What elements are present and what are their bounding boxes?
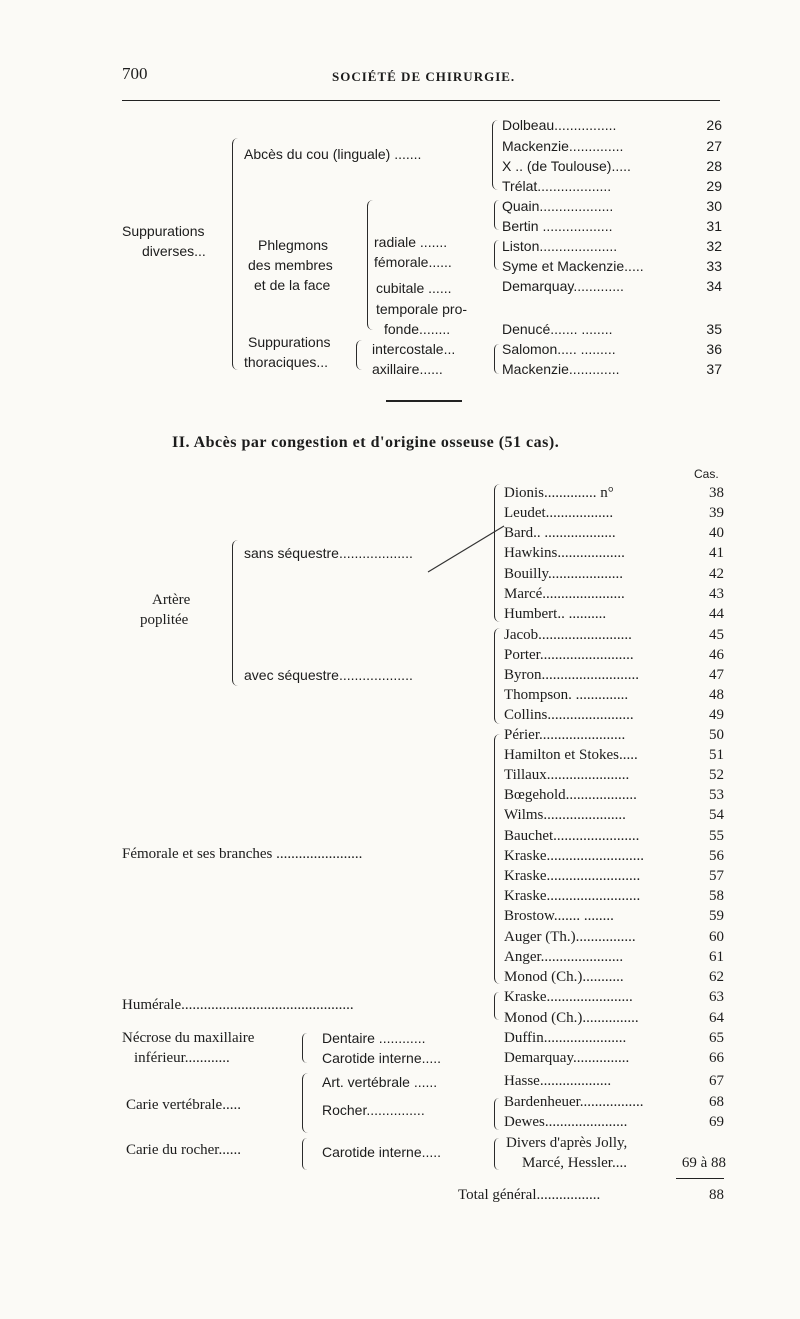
list-item-name: Trélat................... <box>502 178 612 194</box>
list-item-number: 65 <box>709 1030 724 1046</box>
vessel-label: intercostale... <box>372 341 456 357</box>
list-item-number: 63 <box>709 989 724 1005</box>
list-item-name: Kraske....................... <box>504 989 633 1005</box>
list-item-number: 33 <box>706 258 722 274</box>
list-item-number: 50 <box>709 727 724 743</box>
list-item-name: X .. (de Toulouse)..... <box>502 158 631 174</box>
list-item-number: 58 <box>709 888 724 904</box>
list-item-name: Divers d'après Jolly, <box>506 1135 628 1151</box>
running-title: SOCIÉTÉ DE CHIRURGIE. <box>332 69 516 84</box>
list-item-name: Dolbeau................ <box>502 117 617 133</box>
list-item-number: 37 <box>706 361 722 377</box>
list-item-number: 46 <box>709 647 724 663</box>
section-title: II. Abcès par congestion et d'origine osseuse (51 cas). <box>172 434 560 451</box>
brace <box>232 540 239 686</box>
subgroup-label: Suppurations <box>248 334 331 350</box>
list-item-number: 69 <box>709 1114 724 1130</box>
list-item-name: Kraske......................... <box>504 888 641 904</box>
list-item-name: Mackenzie.............. <box>502 138 624 154</box>
total-number: 88 <box>709 1187 724 1203</box>
list-item-number: 29 <box>706 178 722 194</box>
list-item-name: Dionis.............. n° <box>504 485 614 501</box>
list-item-name: Salomon..... ......... <box>502 341 616 357</box>
list-item-number: 56 <box>709 848 724 864</box>
list-item-name: Kraske.......................... <box>504 848 644 864</box>
list-item-name: Mackenzie............. <box>502 361 620 377</box>
list-item-number: 42 <box>709 566 724 582</box>
brace <box>367 200 374 330</box>
vessel-label: radiale ....... <box>374 234 448 250</box>
list-item-name: Brostow....... ........ <box>504 908 614 924</box>
list-item-name: Auger (Th.)................ <box>504 929 636 945</box>
group-label: poplitée <box>140 612 189 628</box>
list-item-name: Leudet.................. <box>504 505 614 521</box>
list-item-name: Marcé, Hessler.... <box>522 1155 627 1171</box>
list-item-number: 31 <box>706 218 722 234</box>
list-item-number: 40 <box>709 525 724 541</box>
list-item-number: 39 <box>709 505 724 521</box>
subgroup-label: avec séquestre................... <box>244 667 413 683</box>
list-item-number: 47 <box>709 667 724 683</box>
list-item-name: Hawkins.................. <box>504 545 625 561</box>
list-item-name: Dewes...................... <box>504 1114 628 1130</box>
list-item-name: Bouilly.................... <box>504 566 624 582</box>
brace <box>302 1073 308 1133</box>
list-item-number: 62 <box>709 969 724 985</box>
brace <box>494 240 499 270</box>
group-label: inférieur............ <box>134 1050 230 1066</box>
list-item-name: Périer....................... <box>504 727 626 743</box>
list-item-name: Denucé....... ........ <box>502 321 613 337</box>
group-label: Carie vertébrale..... <box>126 1097 241 1113</box>
vessel-label: cubitale ...... <box>376 280 452 296</box>
list-item-number: 41 <box>709 545 724 561</box>
group-label: Humérale.............................................. <box>122 997 354 1013</box>
list-item-name: Monod (Ch.)............... <box>504 1010 639 1026</box>
list-item-number: 66 <box>709 1050 724 1066</box>
list-item-name: Demarquay............. <box>502 278 624 294</box>
list-item-name: Quain................... <box>502 198 614 214</box>
vessel-label: Carotide interne..... <box>322 1050 442 1066</box>
list-item-number: 36 <box>706 341 722 357</box>
list-item-name: Porter......................... <box>504 647 634 663</box>
brace <box>356 340 362 370</box>
list-item-number: 43 <box>709 586 724 602</box>
list-item-name: Liston.................... <box>502 238 618 254</box>
separator-rule <box>386 400 462 402</box>
list-item-name: Collins....................... <box>504 707 634 723</box>
list-item-name: Bertin .................. <box>502 218 613 234</box>
list-item-number: 67 <box>709 1073 724 1089</box>
list-item-number: 30 <box>706 198 722 214</box>
list-item-number: 59 <box>709 908 724 924</box>
brace <box>492 120 499 190</box>
list-item-number: 55 <box>709 828 724 844</box>
brace <box>494 992 499 1020</box>
list-item-number: 53 <box>709 787 724 803</box>
list-item-number: 61 <box>709 949 724 965</box>
vessel-label: Carotide interne..... <box>322 1144 442 1160</box>
subgroup-label: sans séquestre................... <box>244 545 413 561</box>
subgroup-label: Abcès du cou (linguale) ....... <box>244 146 422 162</box>
list-item-name: Demarquay............... <box>504 1050 630 1066</box>
total-rule <box>676 1178 724 1179</box>
brace <box>494 1098 499 1130</box>
list-item-number: 38 <box>709 485 724 501</box>
subgroup-label: thoraciques... <box>244 354 329 370</box>
subgroup-label: et de la face <box>254 277 331 293</box>
brace <box>302 1033 307 1063</box>
list-item-number: 45 <box>709 627 724 643</box>
list-item-number: 69 à 88 <box>681 1155 726 1171</box>
list-item-number: 48 <box>709 687 724 703</box>
brace <box>494 628 501 724</box>
header-rule <box>122 100 720 101</box>
list-item-name: Tillaux...................... <box>504 767 630 783</box>
list-item-name: Bœgehold................... <box>504 787 637 803</box>
brace <box>232 138 239 370</box>
group-label: Carie du rocher...... <box>126 1142 241 1158</box>
brace <box>302 1138 307 1170</box>
vessel-label: Art. vertébrale ...... <box>322 1074 438 1090</box>
list-item-number: 49 <box>709 707 724 723</box>
list-item-number: 68 <box>709 1094 724 1110</box>
vessel-label: temporale pro- <box>376 301 468 317</box>
list-item-name: Marcé...................... <box>504 586 625 602</box>
list-item-number: 44 <box>709 606 724 622</box>
list-item-name: Byron.......................... <box>504 667 639 683</box>
list-item-number: 64 <box>709 1010 724 1026</box>
vessel-label: fonde........ <box>384 321 451 337</box>
brace <box>494 734 501 984</box>
vessel-label: axillaire...... <box>372 361 443 377</box>
list-item-number: 26 <box>706 117 722 133</box>
subgroup-label: des membres <box>248 257 333 273</box>
brace <box>494 344 499 374</box>
group-label: Artère <box>152 592 191 608</box>
list-item-name: Anger...................... <box>504 949 624 965</box>
list-item-name: Wilms...................... <box>504 807 626 823</box>
vessel-label: Rocher............... <box>322 1102 425 1118</box>
group-label: Suppurations <box>122 223 205 239</box>
list-item-name: Monod (Ch.)........... <box>504 969 624 985</box>
list-item-number: 57 <box>709 868 724 884</box>
list-item-number: 28 <box>706 158 722 174</box>
list-item-name: Humbert.. .......... <box>504 606 607 622</box>
list-item-number: 54 <box>709 807 724 823</box>
list-item-number: 51 <box>709 747 724 763</box>
brace <box>494 200 499 230</box>
list-item-name: Duffin...................... <box>504 1030 627 1046</box>
total-label: Total général................. <box>458 1187 601 1203</box>
list-item-number: 27 <box>706 138 722 154</box>
list-item-number: 52 <box>709 767 724 783</box>
page-number: 700 <box>122 64 148 83</box>
list-item-name: Kraske......................... <box>504 868 641 884</box>
group-label: Nécrose du maxillaire <box>122 1030 255 1046</box>
list-item-number: 35 <box>706 321 722 337</box>
cases-label: Cas. <box>694 467 719 481</box>
vessel-label: fémorale...... <box>374 254 452 270</box>
brace <box>494 1138 499 1170</box>
list-item-name: Syme et Mackenzie..... <box>502 258 644 274</box>
group-label: Fémorale et ses branches ....................... <box>122 846 363 862</box>
vessel-label: Dentaire ............ <box>322 1030 426 1046</box>
list-item-name: Bardenheuer................. <box>504 1094 644 1110</box>
list-item-name: Bard.. ................... <box>504 525 616 541</box>
brace <box>494 484 501 622</box>
group-label: diverses... <box>142 243 206 259</box>
list-item-name: Jacob......................... <box>504 627 632 643</box>
list-item-name: Bauchet....................... <box>504 828 640 844</box>
list-item-name: Hamilton et Stokes..... <box>504 747 638 763</box>
list-item-name: Hasse................... <box>504 1073 612 1089</box>
list-item-number: 60 <box>709 929 724 945</box>
subgroup-label: Phlegmons <box>258 237 329 253</box>
list-item-name: Thompson. .............. <box>504 687 629 703</box>
list-item-number: 34 <box>706 278 722 294</box>
list-item-number: 32 <box>706 238 722 254</box>
